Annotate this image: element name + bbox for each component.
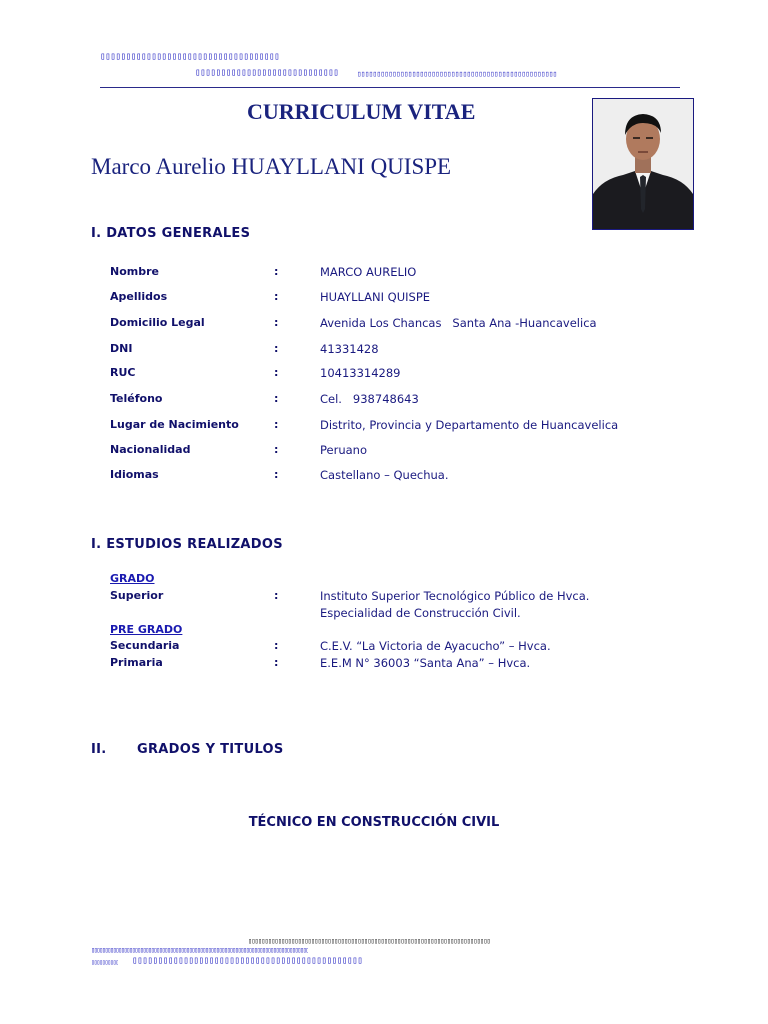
estudios-sep-superior: :: [274, 589, 279, 602]
section-datos-generales: I. DATOS GENERALES: [91, 226, 251, 241]
estudios-grado-heading: GRADO: [110, 572, 155, 585]
header-glyph-line-1: ▯▯▯▯▯▯▯▯▯▯▯▯▯▯▯▯▯▯▯▯▯▯▯▯▯▯▯▯▯▯▯▯▯▯▯: [100, 51, 280, 62]
section-grados-titulos: GRADOS Y TITULOS: [137, 742, 284, 757]
section-grados-number: II.: [91, 742, 107, 757]
datos-value-apellidos: HUAYLLANI QUISPE: [320, 290, 431, 304]
datos-label-nacionalidad: Nacionalidad: [110, 443, 191, 456]
footer-glyph-line-2: ▯▯▯▯▯▯▯▯▯▯▯▯▯▯▯▯▯▯▯▯▯▯▯▯▯▯▯▯▯▯▯▯▯▯▯▯▯▯▯▯▯▯▯▯▯▯▯▯▯▯▯▯▯▯▯▯▯▯▯▯▯▯▯▯▯▯▯▯▯▯▯▯▯▯▯▯▯▯▯▯: [91, 946, 309, 954]
header-glyph-line-2a: ▯▯▯▯▯▯▯▯▯▯▯▯▯▯▯▯▯▯▯▯▯▯▯▯▯▯▯▯: [195, 67, 339, 78]
datos-sep-telefono: :: [274, 392, 279, 405]
datos-value-nombre: MARCO AURELIO: [320, 265, 417, 279]
datos-value-lugar-nacimiento: Distrito, Provincia y Departamento de Huancavelica: [320, 418, 619, 432]
header-rule: [100, 87, 680, 88]
profile-photo: [592, 98, 694, 230]
datos-value-telefono: Cel. 938748643: [320, 392, 419, 406]
datos-label-apellidos: Apellidos: [110, 290, 168, 303]
estudios-value-superior-2: Especialidad de Construcción Civil.: [320, 606, 521, 620]
datos-sep-nombre: :: [274, 265, 279, 278]
estudios-sep-secundaria: :: [274, 639, 279, 652]
profile-photo-image: [593, 99, 693, 229]
estudios-value-primaria: E.E.M N° 36003 “Santa Ana” – Hvca.: [320, 656, 531, 670]
estudios-label-superior: Superior: [110, 589, 164, 602]
datos-sep-idiomas: :: [274, 468, 279, 481]
datos-value-dni: 41331428: [320, 342, 379, 356]
datos-label-ruc: RUC: [110, 366, 136, 379]
footer-glyph-line-3b: ▯▯▯▯▯▯▯▯▯▯▯▯▯▯▯▯▯▯▯▯▯▯▯▯▯▯▯▯▯▯▯▯▯▯▯▯▯▯▯▯▯▯▯▯▯: [132, 955, 363, 966]
datos-label-idiomas: Idiomas: [110, 468, 159, 481]
datos-value-domicilio: Avenida Los Chancas Santa Ana -Huancavelica: [320, 316, 597, 330]
datos-sep-nacionalidad: :: [274, 443, 279, 456]
datos-value-nacionalidad: Peruano: [320, 443, 367, 457]
titulo-obtenido: TÉCNICO EN CONSTRUCCIÓN CIVIL: [248, 815, 500, 830]
datos-sep-domicilio: :: [274, 316, 279, 329]
estudios-value-secundaria: C.E.V. “La Victoria de Ayacucho” – Hvca.: [320, 639, 551, 653]
datos-sep-lugar-nacimiento: :: [274, 418, 279, 431]
datos-label-dni: DNI: [110, 342, 133, 355]
datos-sep-apellidos: :: [274, 290, 279, 303]
estudios-label-primaria: Primaria: [110, 656, 163, 669]
person-name: Marco Aurelio HUAYLLANI QUISPE: [91, 154, 452, 179]
datos-label-telefono: Teléfono: [110, 392, 163, 405]
page-title: CURRICULUM VITAE: [247, 99, 476, 124]
datos-value-idiomas: Castellano – Quechua.: [320, 468, 449, 482]
datos-sep-ruc: :: [274, 366, 279, 379]
datos-value-ruc: 10413314289: [320, 366, 401, 380]
section-estudios-realizados: I. ESTUDIOS REALIZADOS: [91, 537, 283, 552]
estudios-value-superior-1: Instituto Superior Tecnológico Público de Hvca.: [320, 589, 590, 603]
estudios-label-secundaria: Secundaria: [110, 639, 180, 652]
footer-glyph-line-3a: ▯▯▯▯▯▯▯▯▯▯: [91, 958, 119, 966]
datos-sep-dni: :: [274, 342, 279, 355]
estudios-pregrado-heading: PRE GRADO: [110, 623, 183, 636]
datos-label-domicilio: Domicilio Legal: [110, 316, 205, 329]
estudios-sep-primaria: :: [274, 656, 279, 669]
footer-glyph-line-1: ▯▯▯▯▯▯▯▯▯▯▯▯▯▯▯▯▯▯▯▯▯▯▯▯▯▯▯▯▯▯▯▯▯▯▯▯▯▯▯▯▯▯▯▯▯▯▯▯▯▯▯▯▯▯▯▯▯▯▯▯▯▯▯▯▯▯▯▯▯▯▯▯▯: [248, 937, 490, 945]
datos-label-lugar-nacimiento: Lugar de Nacimiento: [110, 418, 239, 431]
header-glyph-line-2b: ▯▯▯▯▯▯▯▯▯▯▯▯▯▯▯▯▯▯▯▯▯▯▯▯▯▯▯▯▯▯▯▯▯▯▯▯▯▯▯▯▯▯▯▯▯▯▯▯▯▯▯: [357, 69, 557, 78]
datos-label-nombre: Nombre: [110, 265, 159, 278]
